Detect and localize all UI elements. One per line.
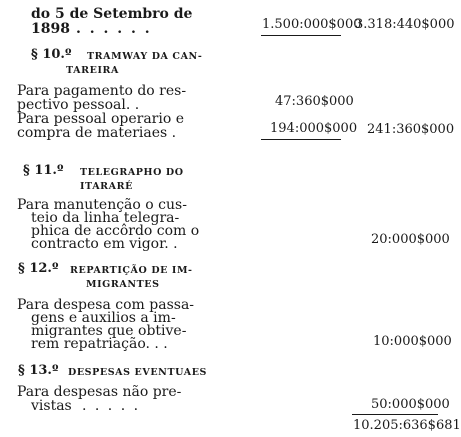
top-subtotal-rule [261, 35, 341, 36]
s13-item-line-2: vistas [31, 398, 72, 414]
grand-total-rule [352, 414, 438, 415]
s11-title-line-1: TELEGRAPHO DO [80, 167, 184, 178]
s11-item-line-2: teio da linha telegra- [31, 210, 180, 226]
s10-total: 241:360$000 [367, 122, 455, 137]
s10-item1-line-1: Para pagamento do res- [17, 83, 187, 99]
grand-total: 10.205:636$681 [353, 418, 461, 433]
s10-item1-line-2: pectivo pessoal. . [17, 97, 140, 113]
s11-total: 20:000$000 [371, 232, 450, 247]
s13-item-line-2-dots: . . . . . [82, 398, 141, 414]
s13-title-line-1: DESPESAS EVENTUAES [68, 367, 207, 378]
s10-title-line-2: TAREIRA [66, 65, 119, 76]
s10-item2-line-1: Para pessoal operario e [17, 111, 184, 127]
s11-item-line-4: contracto em vigor. . [31, 236, 178, 252]
s10-item1-value: 47:360$000 [275, 94, 354, 109]
s12-title-line-2: MIGRANTES [86, 279, 160, 290]
s11-item-line-1: Para manutenção o cus- [17, 197, 187, 213]
s10-item2-value: 194:000$000 [270, 121, 358, 136]
s12-item-line-3: migrantes que obtive- [31, 323, 187, 339]
s10-subtotal-rule [261, 139, 341, 140]
s12-number: § 12.º [18, 261, 59, 276]
s12-total: 10:000$000 [373, 334, 452, 349]
s13-number: § 13.º [18, 363, 59, 378]
s11-item-line-3: phica de accôrdo com o [31, 223, 200, 239]
s13-total: 50:000$000 [371, 397, 450, 412]
s12-title-line-1: REPARTIÇÃO DE IM- [70, 265, 193, 276]
s12-item-line-2: gens e auxilios a im- [31, 310, 176, 326]
top-line-2-year: 1898 [31, 21, 70, 37]
top-line-1: do 5 de Setembro de [31, 6, 193, 22]
s12-item-line-4: rem repatriação. . . [31, 336, 168, 352]
s11-title-line-2: ITARARÉ [80, 181, 133, 192]
s12-item-line-1: Para despesa com passa- [17, 297, 195, 313]
top-line-2-dots: . . . . . . [76, 21, 152, 37]
top-col-b-value: 3.318:440$000 [355, 17, 455, 32]
s10-number: § 10.º [31, 47, 72, 62]
s13-item-line-1: Para despesas não pre- [17, 384, 182, 400]
s10-title-line-1: TRAMWAY DA CAN- [87, 51, 203, 62]
top-col-a-value: 1.500:000$000 [262, 17, 362, 32]
s11-number: § 11.º [23, 163, 64, 178]
s10-item2-line-2: compra de materiaes . [17, 125, 177, 141]
